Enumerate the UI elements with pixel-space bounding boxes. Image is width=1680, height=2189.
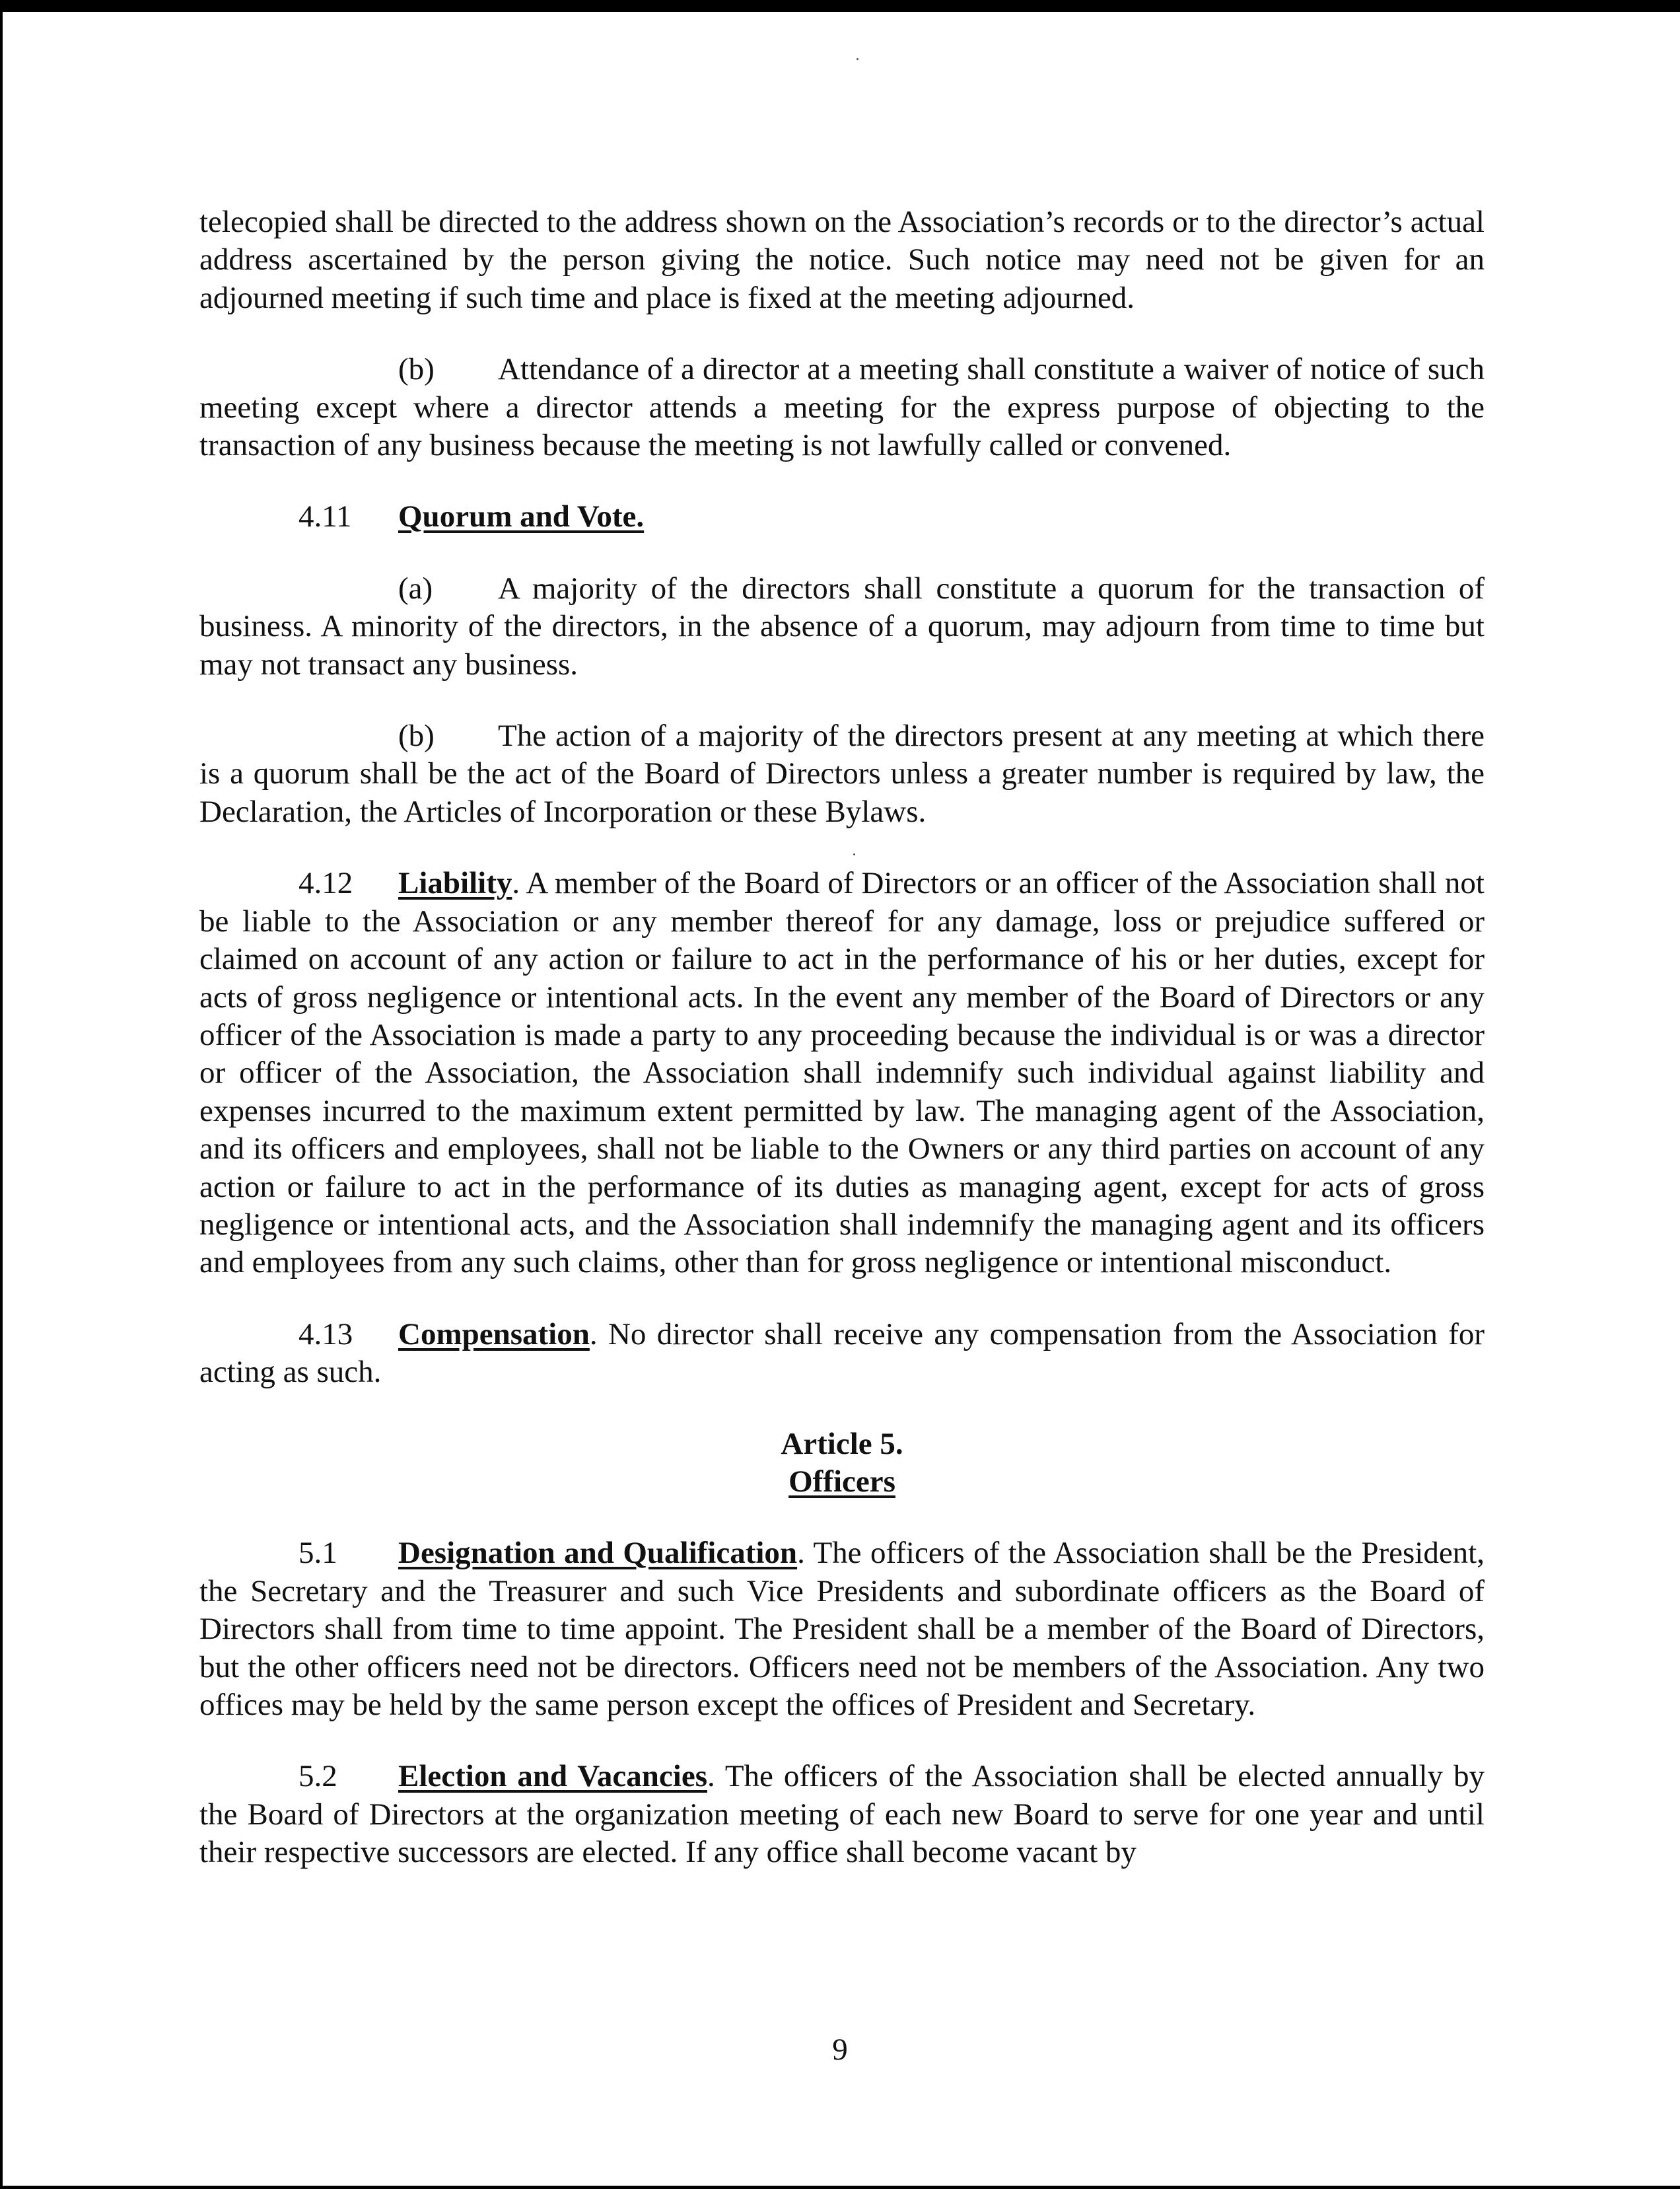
paragraph-text: Attendance of a director at a meeting shall constitute a waiver of notice of such meeting except where a director attends a meeting for the express purpose of objecting to the transaction of any business because the meeting is not lawfully called or convened. bbox=[199, 352, 1485, 463]
paragraph-text: The action of a majority of the directors present at any meeting at which there is a quorum shall be the act of the Board of Directors unless a greater number is required by law, the Declaration, the Articles of Incorporation or these Bylaws. bbox=[199, 719, 1485, 829]
top-paragraph: telecopied shall be directed to the address shown on the Association’s records or to the director’s actual address ascertained by the person giving the notice. Such notice may need not be given for an adjourned meeting if such time and place is fixed at the meeting adjourned. bbox=[199, 205, 1485, 315]
section-4-11-a bbox=[199, 570, 1485, 684]
document-body bbox=[199, 203, 1485, 1906]
paragraph-label: (b) bbox=[398, 352, 435, 387]
section-4-11-heading bbox=[199, 498, 1485, 536]
article-title: Officers bbox=[788, 1464, 895, 1499]
section-title: Election and Vacancies bbox=[398, 1759, 707, 1794]
section-text: . The officers of the Association shall be elected annually by the Board of Directors at the organization meeting of each new Board to serve for one year and until their respective successors are elected. If any office shall become vacant by bbox=[199, 1759, 1485, 1870]
article-number: Article 5. bbox=[781, 1426, 903, 1461]
section-5-2-election bbox=[199, 1758, 1485, 1871]
section-number: 4.12 bbox=[298, 866, 353, 901]
paragraph-b-attendance bbox=[199, 351, 1485, 464]
section-number: 5.1 bbox=[298, 1536, 337, 1571]
section-4-11-b bbox=[199, 717, 1485, 831]
section-number: 4.13 bbox=[298, 1316, 353, 1351]
section-number: 4.11 bbox=[298, 499, 352, 534]
section-text: . A member of the Board of Directors or an officer of the Association shall not be liable to the Association or any member thereof for any damage, loss or prejudice suffered or claimed on account of any action or failure to act in the performance of his or her duties, except for acts of gross negligence or intentional acts. In the event any member of the Board of Directors or any officer of the Association is made a party to any proceeding because the individual is or was a director or officer of the Association, the Association shall indemnify such individual against liability and expenses incurred to the maximum extent permitted by law. The managing agent of the Association, and its officers and employees, shall not be liable to the Owners or any third parties on account of any action or failure to act in the performance of its duties as managing agent, except for acts of gross negligence or intentional acts, and the Association shall indemnify the managing agent and its officers and employees from any such claims, other than for gross negligence or intentional misconduct. bbox=[199, 866, 1485, 1280]
paragraph-label: (b) bbox=[398, 719, 435, 754]
scan-speck bbox=[857, 58, 858, 60]
section-5-1-designation bbox=[199, 1534, 1485, 1724]
page-number: 9 bbox=[832, 2032, 848, 2067]
section-4-13-compensation bbox=[199, 1316, 1485, 1392]
paragraph-label: (a) bbox=[398, 571, 433, 606]
article-5-heading bbox=[199, 1425, 1485, 1501]
section-text: . No director shall receive any compensation from the Association for acting as such. bbox=[199, 1316, 1485, 1390]
scan-bottom-border bbox=[0, 2186, 1680, 2189]
scan-top-border bbox=[0, 0, 1680, 12]
section-number: 5.2 bbox=[298, 1759, 337, 1794]
section-4-12-liability bbox=[199, 865, 1485, 1281]
section-title: Quorum and Vote. bbox=[398, 499, 645, 534]
section-title: Liability bbox=[398, 866, 512, 901]
scan-left-border bbox=[0, 0, 3, 2189]
section-title: Compensation bbox=[398, 1316, 590, 1351]
paragraph-text: A majority of the directors shall constitute a quorum for the transaction of business. A minority of the directors, in the absence of a quorum, may adjourn from time to time but may not transact any business. bbox=[199, 571, 1485, 682]
section-title: Designation and Qualification bbox=[398, 1536, 798, 1571]
section-text: . The officers of the Association shall be the President, the Secretary and the Treasurer and such Vice Presidents and subordinate officers as the Board of Directors shall from time to time appoint. The President shall be a member of the Board of Directors, but the other officers need not be directors. Officers need not be members of the Association. Any two offices may be held by the same person except the offices of President and Secretary. bbox=[199, 1536, 1485, 1722]
